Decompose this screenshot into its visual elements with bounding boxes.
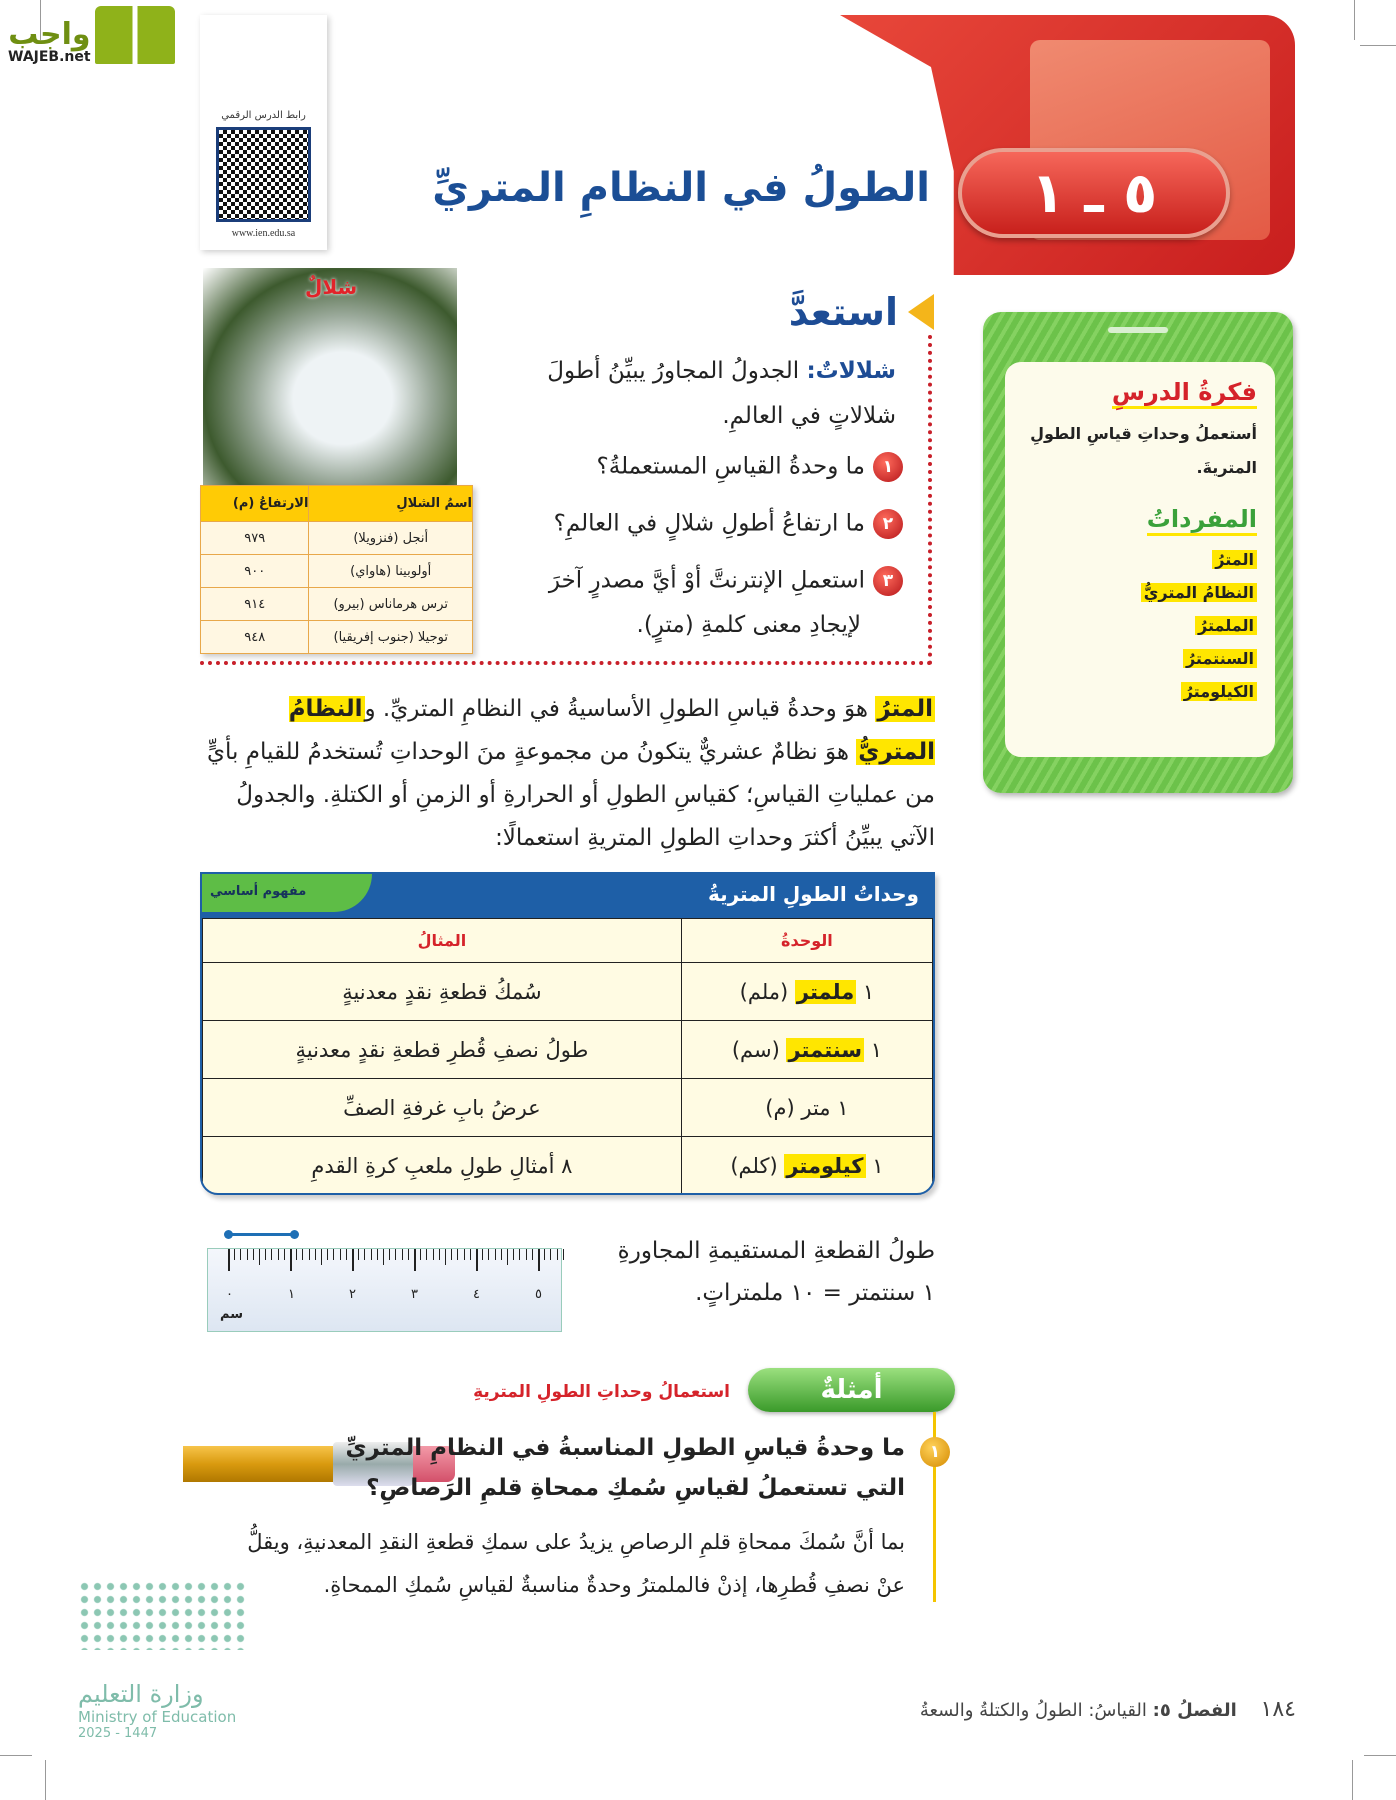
lesson-idea-text: أستعملُ وحداتِ قياسِ الطولِ المتريةَ. (1030, 424, 1257, 477)
question-3-line2: لإيجادِ معنى كلمةِ (مترٍ). (636, 612, 861, 638)
ruler-tick (445, 1249, 446, 1265)
ruler-tick (364, 1249, 365, 1260)
table-row (203, 1021, 933, 1079)
paragraph-text-1: هوَ وحدةُ قياسِ الطولِ الأساسيةُ في النظامِ المتريِّ. و (364, 696, 876, 722)
term-metric-system: النظامُ المتريُّ (288, 696, 935, 765)
ruler-label: ٢ (349, 1287, 356, 1302)
ruler-tick (433, 1249, 434, 1260)
falls-name: ترس هرماناس (بيرو) (309, 588, 473, 621)
ruler-caption-1: طولُ القطعةِ المستقيمةِ المجاورةِ (617, 1238, 935, 1264)
qr-label: رابط الدرس الرقمي (221, 110, 306, 121)
ruler-tick (247, 1249, 248, 1260)
ruler-tick (309, 1249, 310, 1260)
falls-height: ٩٤٨ (201, 621, 309, 654)
example-number: ١ (920, 1437, 950, 1467)
prepare-intro-bold: شلالاتٌ: (806, 358, 896, 384)
ruler-tick (519, 1249, 520, 1260)
table-row (203, 963, 933, 1021)
ruler-tick (420, 1249, 421, 1260)
page-number: ١٨٤ (1260, 1697, 1296, 1722)
vocab-term: الكيلومترُ (1181, 682, 1257, 701)
lesson-idea-panel (1005, 362, 1275, 757)
ministry-logo (78, 1580, 248, 1741)
question-number-badge: ٣ (873, 566, 903, 596)
falls-name: أنجل (فنزويلا) (309, 522, 473, 555)
falls-header-name: اسمُ الشلالِ (309, 486, 473, 522)
wajeb-logo-arabic: واجب (8, 17, 91, 52)
vocab-term: المترُ (1212, 550, 1257, 569)
line-segment (228, 1233, 295, 1236)
chapter-label: الفصلُ ٥: (1152, 1700, 1237, 1721)
ruler-tick (321, 1249, 322, 1265)
ruler-tick (557, 1249, 558, 1260)
unit-term: ملمتر (796, 979, 855, 1004)
ministry-year: 2025 - 1447 (78, 1726, 158, 1741)
ruler-label: ٤ (473, 1287, 480, 1302)
ministry-dots-icon (78, 1580, 248, 1650)
vocab-item (1023, 583, 1257, 602)
ruler-tick (457, 1249, 458, 1260)
ministry-english: Ministry of Education (78, 1708, 237, 1726)
ruler-tick (302, 1249, 303, 1260)
ruler-tick (451, 1249, 452, 1260)
unit-cell: ١ متر (م) (681, 1079, 932, 1137)
example-cell: ٨ أمثالِ طولِ ملعبِ كرةِ القدمِ (203, 1137, 682, 1195)
definition-paragraph (205, 688, 935, 860)
falls-name: أولوبينا (هاواي) (309, 555, 473, 588)
table-row (203, 1137, 933, 1195)
ruler-caption-2: ١ سنتمتر = ١٠ ملمتراتٍ. (695, 1280, 935, 1306)
waterfall-image-label: شلالٌ (305, 275, 358, 299)
vocab-item (1023, 682, 1257, 701)
ruler-unit: سم (220, 1307, 243, 1322)
example-question-line2: التي تستعملُ لقياسِ سُمكِ ممحاةِ قلمِ الرَصاصِ؟ (366, 1475, 905, 1501)
ruler-tick (563, 1249, 564, 1260)
ruler-label: ٣ (411, 1287, 418, 1302)
question-2 (554, 509, 903, 539)
chapter-title: القياسُ: الطولُ والكتلةُ والسعةُ (919, 1700, 1147, 1721)
wajeb-logo (8, 6, 175, 64)
vocab-item (1023, 550, 1257, 569)
ruler-tick (315, 1249, 316, 1260)
ruler-tick (476, 1249, 478, 1271)
arrow-left-icon (908, 294, 934, 330)
question-3 (549, 566, 903, 596)
ruler-tick (495, 1249, 496, 1260)
digital-lesson-qr-card[interactable] (200, 15, 327, 250)
ruler-tick (550, 1249, 551, 1260)
ruler-tick (464, 1249, 465, 1260)
ruler-tick (439, 1249, 440, 1260)
example-cell: سُمكُ قطعةِ نقدٍ معدنيةٍ (203, 963, 682, 1021)
ministry-arabic: وزارة التعليم (78, 1680, 204, 1708)
ruler-tick (290, 1249, 292, 1271)
ruler-tick (532, 1249, 533, 1260)
unit-cell: ١ سنتمتر (سم) (681, 1021, 932, 1079)
prepare-intro (547, 358, 896, 384)
column-header-example: المثالُ (203, 919, 682, 963)
question-1 (597, 452, 903, 482)
ruler-tick (488, 1249, 489, 1260)
ruler-tick (426, 1249, 427, 1260)
ruler-tick (402, 1249, 403, 1260)
vocab-item (1023, 616, 1257, 635)
metric-units-table-header (202, 874, 933, 918)
ruler-tick (340, 1249, 341, 1260)
example-cell: طولُ نصفِ قُطرِ قطعةِ نقدٍ معدنيةٍ (203, 1021, 682, 1079)
ruler-tick (389, 1249, 390, 1260)
ruler-label: ٠ (226, 1287, 233, 1302)
column-header-unit: الوحدةُ (681, 919, 932, 963)
falls-height: ٩٠٠ (201, 555, 309, 588)
term-meter: المترُ (877, 696, 933, 722)
examples-heading: أمثلةٌ (748, 1368, 955, 1412)
ruler-label: ٥ (535, 1287, 542, 1302)
vocab-item (1023, 649, 1257, 668)
prepare-intro-line1: الجدولُ المجاورُ يبيِّنُ أطولَ (547, 358, 800, 384)
ruler-tick (327, 1249, 328, 1260)
ruler (207, 1248, 562, 1332)
ruler-tick (265, 1249, 266, 1260)
example-answer-line2: عنْ نصفِ قُطرِها، إذنْ فالملمترُ وحدةٌ مناسبةٌ لقياسِ سُمكِ الممحاةِ. (323, 1573, 905, 1597)
question-text: ما وحدةُ القياسِ المستعملةُ؟ (596, 453, 865, 480)
ruler-tick (395, 1249, 396, 1260)
ruler-tick (470, 1249, 471, 1260)
ruler-tick (253, 1249, 254, 1260)
ruler-tick (271, 1249, 272, 1260)
prepare-heading-text: استعدَّ (788, 290, 898, 334)
wajeb-logo-latin: WAJEB.net (8, 49, 91, 65)
example-answer-line1: بما أنَّ سُمكَ ممحاةِ قلمِ الرصاصِ يزيدُ على سمكِ قطعةِ النقدِ المعدنيةِ، ويقلُّ (247, 1530, 905, 1554)
unit-term: سنتمتر (788, 1037, 862, 1062)
falls-height: ٩٧٩ (201, 522, 309, 555)
ruler-tick (377, 1249, 378, 1260)
question-number-badge: ١ (873, 452, 903, 482)
ruler-tick (544, 1249, 545, 1260)
table-row (203, 1079, 933, 1137)
ruler-tick (228, 1249, 230, 1271)
vocab-term: النظامُ المتريُّ (1141, 583, 1257, 602)
ruler-tick (358, 1249, 359, 1260)
ruler-tick (513, 1249, 514, 1260)
vocab-term: السنتمترُ (1183, 649, 1257, 668)
ruler-tick (383, 1249, 384, 1265)
ruler-label: ١ (288, 1287, 295, 1302)
qr-url[interactable]: www.ien.edu.sa (231, 228, 296, 239)
key-concept-badge: مفهوم أساسي (202, 874, 372, 912)
examples-subtitle: استعمالُ وحداتِ الطولِ المتريةِ (473, 1382, 730, 1402)
ruler-tick (333, 1249, 334, 1260)
ruler-tick (284, 1249, 285, 1260)
prepare-heading (789, 290, 934, 334)
ruler-tick (507, 1249, 508, 1265)
vocab-heading: المفرداتُ (1147, 505, 1257, 536)
ruler-tick (482, 1249, 483, 1260)
unit-term: كيلومتر (786, 1153, 864, 1178)
ruler-tick (278, 1249, 279, 1260)
ruler-tick (371, 1249, 372, 1260)
ruler-tick (240, 1249, 241, 1260)
question-number-badge: ٢ (873, 509, 903, 539)
ruler-tick (259, 1249, 260, 1265)
falls-height: ٩١٤ (201, 588, 309, 621)
question-text: استعملِ الإنترنتَّ أوْ أيَّ مصدرٍ آخرَ (548, 567, 865, 594)
metric-units-table-title: وحداتُ الطولِ المتريةُ (707, 882, 919, 906)
ruler-tick (346, 1249, 347, 1260)
qr-code-icon[interactable] (216, 127, 311, 222)
lesson-idea-heading: فكرةُ الدرسِ (1112, 378, 1257, 409)
ruler-tick (414, 1249, 416, 1271)
ruler-tick (526, 1249, 527, 1260)
paragraph-text-2: هوَ نظامٌ عشريٌّ يتكونُ من مجموعةٍ منَ الوحداتِ تُستخدمُ للقيامِ بأيٍّ من عملياتِ القياسِ؛ كقياسِ الطولِ أو الحرارةِ أو الزمنِ أو الكتلةِ. والجدولُ الآتي يبيِّنُ أكثرَ وحداتِ الطولِ المتريةِ استعمالًا: (207, 739, 935, 851)
ruler-tick (408, 1249, 409, 1260)
unit-cell: ١ كيلومتر (كلم) (681, 1137, 932, 1195)
ruler-tick (501, 1249, 502, 1260)
metric-units-table (200, 872, 935, 1195)
book-icon (95, 6, 175, 64)
example-number-badge (920, 1437, 950, 1467)
vocab-term: الملمترُ (1195, 616, 1257, 635)
question-text: ما ارتفاعُ أطولِ شلالٍ في العالمِ؟ (553, 510, 865, 537)
page-footer (920, 1697, 1296, 1722)
ruler-tick (234, 1249, 235, 1260)
ruler-tick (538, 1249, 540, 1271)
unit-cell: ١ ملمتر (ملم) (681, 963, 932, 1021)
lesson-number-badge: ٥ ـ ١ (958, 148, 1230, 238)
falls-header-height: الارتفاعُ (م) (201, 486, 309, 522)
example-cell: عرضُ بابِ غرفةِ الصفِّ (203, 1079, 682, 1137)
ruler-tick (296, 1249, 297, 1260)
prepare-intro-line2: شلالاتٍ في العالمِ. (722, 403, 896, 429)
lesson-title: الطولُ في النظامِ المتريِّ (432, 165, 930, 211)
falls-name: توجيلا (جنوب إفريقيا) (309, 621, 473, 654)
ruler-tick (352, 1249, 354, 1271)
example-question-line1: ما وحدةُ قياسِ الطولِ المناسبةُ في النظامِ المتريِّ (345, 1435, 905, 1461)
